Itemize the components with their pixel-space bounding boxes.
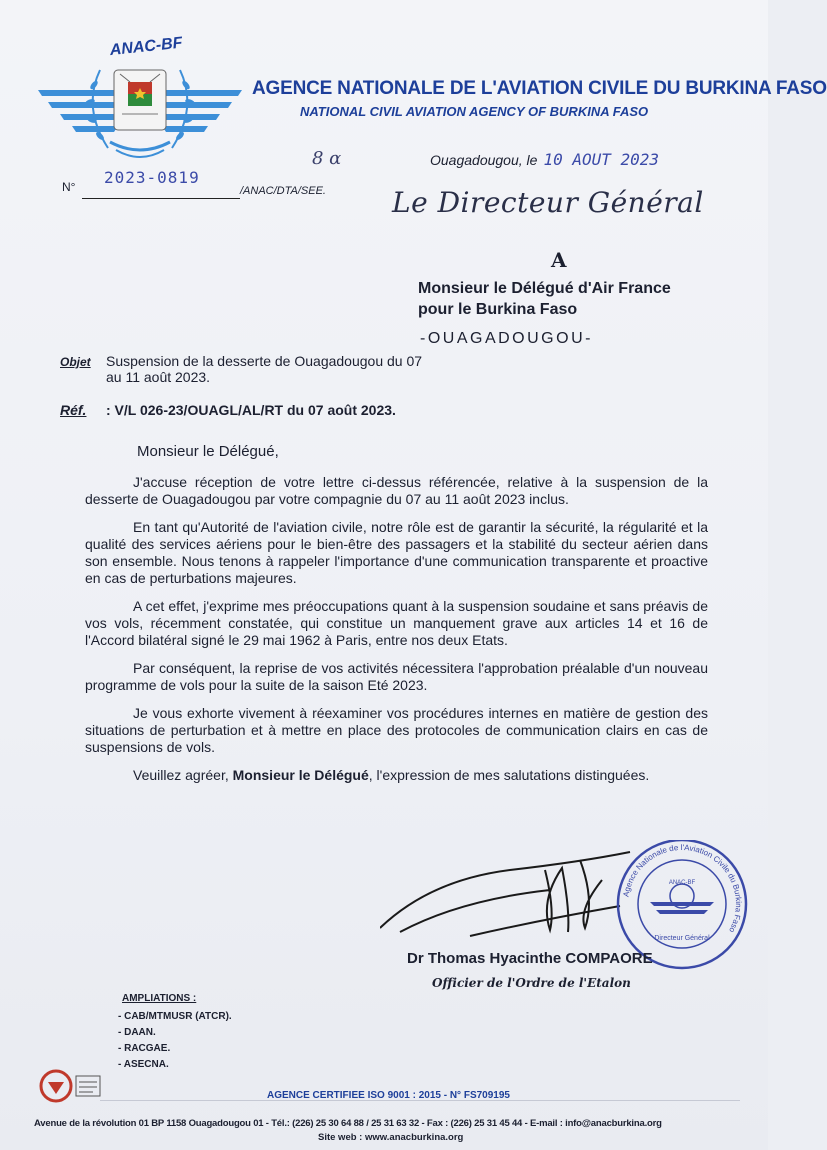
ampliations-list [118, 1009, 232, 1073]
closing-paragraph [85, 767, 708, 784]
paragraph-1: J'accuse réception de votre lettre ci-dessus référencée, relative à la suspension de la desserte de Ouagadougou par votre compagnie du 07 au 11 août 2023 inclus. [85, 474, 708, 507]
signature-scribble [380, 852, 630, 936]
number-handwritten: 8 α [312, 148, 342, 169]
number-stamp: 2023-0819 [104, 168, 200, 187]
ampliations-title: AMPLIATIONS : [122, 993, 197, 1004]
recipient-block [418, 278, 671, 320]
ampliation-item: - RACGAE. [118, 1043, 171, 1054]
paragraph-2: En tant qu'Autorité de l'aviation civile, notre rôle est de garantir la sécurité, la régularité et la qualité des services aériens pour le bien-être des passagers et la stabilité du secteur aérien dans son ensemble. Nous tenons à rappeler l'importance d'une communication transparente et proactive en cas de perturbations majeures. [85, 519, 708, 586]
recipient-line1: Monsieur le Délégué d'Air France [418, 280, 671, 297]
footer-website: Site web : www.anacburkina.org [318, 1132, 464, 1143]
certification-logo [38, 1068, 104, 1104]
org-name-fr: AGENCE NATIONALE DE L'AVIATION CIVILE DU BURKINA FASO [252, 78, 827, 99]
official-stamp [618, 840, 746, 968]
recipient-line2: pour le Burkina Faso [418, 301, 578, 318]
closing-part2: , l'expression de mes salutations distinguées. [368, 767, 650, 783]
salutation: Monsieur le Délégué, [137, 443, 279, 460]
dateline [430, 150, 659, 169]
subject-label: Objet [60, 355, 91, 369]
iso-certification: AGENCE CERTIFIEE ISO 9001 : 2015 - N° FS709195 [267, 1090, 510, 1101]
number-suffix: /ANAC/DTA/SEE. [240, 185, 326, 197]
letter-body [85, 474, 708, 795]
number-underline [82, 198, 240, 199]
reference-label: Réf. [60, 402, 87, 418]
closing-bold: Monsieur le Délégué [232, 767, 369, 783]
footer-address: Avenue de la révolution 01 BP 1158 Ouagadougou 01 - Tél.: (226) 25 30 64 88 / 25 31 63 32 - Fax : (226) 25 31 45 44 - E-mail : info@anacburkina.org [34, 1118, 662, 1129]
date-stamp: 10 AOUT 2023 [543, 150, 660, 169]
reference-text: : V/L 026-23/OUAGL/AL/RT du 07 août 2023. [106, 402, 396, 418]
signatory-title: Officier de l'Ordre de l'Etalon [432, 976, 631, 990]
org-name-en: NATIONAL CIVIL AVIATION AGENCY OF BURKINA FASO [300, 104, 649, 119]
director-title: Le Directeur Général [392, 186, 704, 219]
svg-text:Directeur Général: Directeur Général [654, 935, 710, 942]
closing-part1: Veuillez agréer, [133, 767, 233, 783]
recipient-to: A [551, 248, 567, 272]
number-label: N° [62, 180, 76, 194]
anac-logo [30, 30, 250, 180]
paragraph-5: Je vous exhorte vivement à réexaminer vos procédures internes en matière de gestion des situations de perturbation et à mettre en place des protocoles de communication clairs en cas de suspensions de vols. [85, 705, 708, 755]
dateline-place: Ouagadougou, le [430, 152, 538, 168]
ampliation-item: - DAAN. [118, 1027, 156, 1038]
logo-text: ANAC-BF [109, 34, 184, 60]
svg-text:ANAC-BF: ANAC-BF [668, 880, 696, 886]
svg-text:Agence Nationale de l'Aviation: Agence Nationale de l'Aviation Civile du Burkina Faso [621, 842, 744, 935]
ampliation-item: - CAB/MTMUSR (ATCR). [118, 1011, 232, 1022]
recipient-city: -OUAGADOUGOU- [420, 330, 593, 347]
signatory-name: Dr Thomas Hyacinthe COMPAORE [407, 950, 653, 967]
paragraph-4: Par conséquent, la reprise de vos activités nécessitera l'approbation préalable d'un nouveau programme de vols pour la suite de la saison Eté 2023. [85, 660, 708, 693]
subject-text: Suspension de la desserte de Ouagadougou du 07 au 11 août 2023. [106, 353, 423, 385]
paragraph-3: A cet effet, j'exprime mes préoccupations quant à la suspension soudaine et sans préavis de vos vols, récemment constatée, qui constitue un manquement grave aux articles 14 et 16 de l'Accord bilatéral signé le 29 mai 1962 à Paris, entre nos deux Etats. [85, 598, 708, 648]
ampliation-item: - ASECNA. [118, 1059, 169, 1070]
